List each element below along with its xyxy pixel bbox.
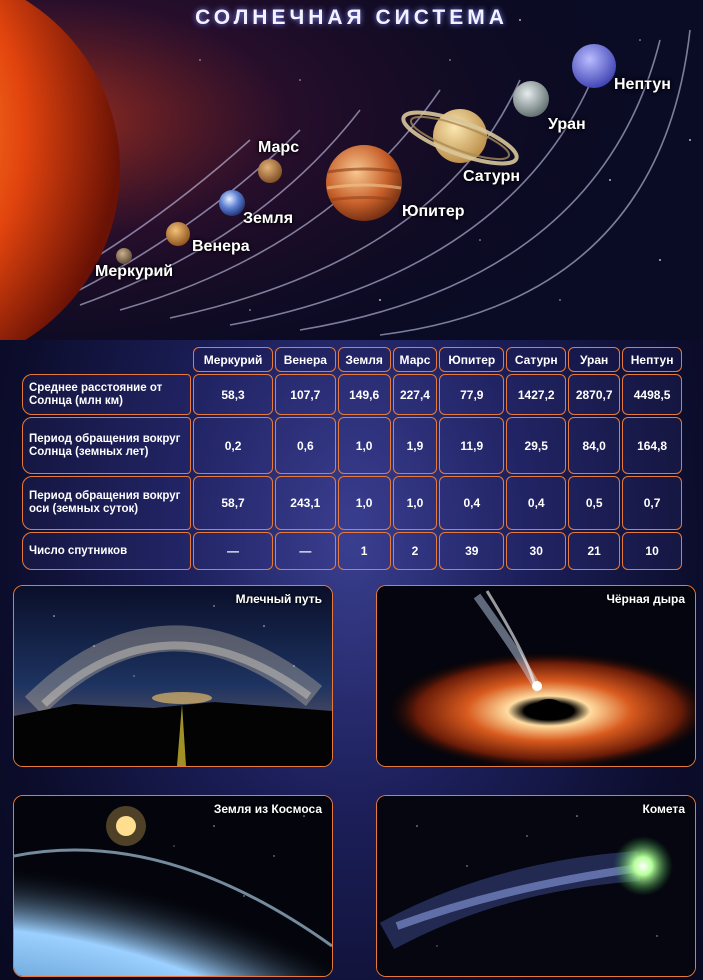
planet-neptune: [572, 44, 616, 88]
row-label: Период обращения вокруг Солнца (земных лет): [22, 417, 191, 474]
col-header: Уран: [568, 347, 620, 372]
col-header: Юпитер: [439, 347, 504, 372]
table-cell: 1: [338, 532, 391, 570]
table-cell: 30: [506, 532, 566, 570]
table-row: [22, 374, 682, 415]
table-cell: 243,1: [275, 476, 335, 530]
col-header: Сатурн: [506, 347, 566, 372]
table-cell: 0,4: [506, 476, 566, 530]
table-cell: 1,0: [338, 417, 391, 474]
table-cell: 107,7: [275, 374, 335, 415]
planet-jupiter: [326, 145, 402, 221]
table-cell: 0,5: [568, 476, 620, 530]
col-header: Меркурий: [193, 347, 273, 372]
planet-earth: [219, 190, 245, 216]
label-earth: Земля: [243, 210, 294, 227]
planet-venus: [166, 222, 190, 246]
table-cell: 227,4: [393, 374, 438, 415]
table-cell: 149,6: [338, 374, 391, 415]
col-header: Венера: [275, 347, 335, 372]
row-label: Период обращения вокруг оси (земных суток): [22, 476, 191, 530]
panel-milky-way: [13, 585, 333, 767]
table-cell: 2870,7: [568, 374, 620, 415]
row-label: Число спутников: [22, 532, 191, 570]
table-cell: 1,9: [393, 417, 438, 474]
table-cell: 1,0: [338, 476, 391, 530]
panel-label-earth-from-space: Земля из Космоса: [213, 802, 322, 816]
table-cell: 58,7: [193, 476, 273, 530]
table-cell: 39: [439, 532, 504, 570]
label-mercury: Меркурий: [95, 263, 174, 280]
table-cell: 77,9: [439, 374, 504, 415]
panel-label-milky-way: Млечный путь: [235, 592, 322, 606]
row-label: Среднее расстояние от Солнца (млн км): [22, 374, 191, 415]
label-uranus: Уран: [548, 116, 586, 133]
table-row: [22, 417, 682, 474]
planet-data-table: [20, 345, 684, 572]
label-saturn: Сатурн: [463, 168, 521, 185]
table-cell: 84,0: [568, 417, 620, 474]
table-cell: 11,9: [439, 417, 504, 474]
col-header: Нептун: [622, 347, 682, 372]
panel-earth-from-space: [13, 795, 333, 977]
table-cell: 2: [393, 532, 438, 570]
panel-label-comet: Комета: [642, 802, 685, 816]
page-title: СОЛНЕЧНАЯ СИСТЕМА: [195, 6, 508, 29]
table-cell: 0,6: [275, 417, 335, 474]
label-venus: Венера: [192, 238, 250, 255]
table-cell: 21: [568, 532, 620, 570]
planet-mercury: [116, 248, 132, 264]
panel-label-black-hole: Чёрная дыра: [606, 592, 685, 606]
planet-mars: [258, 159, 282, 183]
table-cell: 10: [622, 532, 682, 570]
table-row: [22, 532, 682, 570]
col-header: Марс: [393, 347, 438, 372]
table-cell: 0,2: [193, 417, 273, 474]
table-cell: 0,4: [439, 476, 504, 530]
table-corner: [22, 347, 191, 372]
table-row: [22, 476, 682, 530]
table-cell: 1,0: [393, 476, 438, 530]
panel-comet: [376, 795, 696, 977]
table-cell: 4498,5: [622, 374, 682, 415]
label-mars: Марс: [258, 139, 300, 156]
planet-uranus: [513, 81, 549, 117]
table-cell: 164,8: [622, 417, 682, 474]
table-cell: 0,7: [622, 476, 682, 530]
label-neptune: Нептун: [614, 76, 671, 93]
solar-system-scene: [0, 0, 703, 340]
col-header: Земля: [338, 347, 391, 372]
table-cell: —: [193, 532, 273, 570]
table-cell: 1427,2: [506, 374, 566, 415]
table-cell: 29,5: [506, 417, 566, 474]
panel-black-hole: [376, 585, 696, 767]
table-cell: —: [275, 532, 335, 570]
label-jupiter: Юпитер: [402, 203, 465, 220]
table-cell: 58,3: [193, 374, 273, 415]
